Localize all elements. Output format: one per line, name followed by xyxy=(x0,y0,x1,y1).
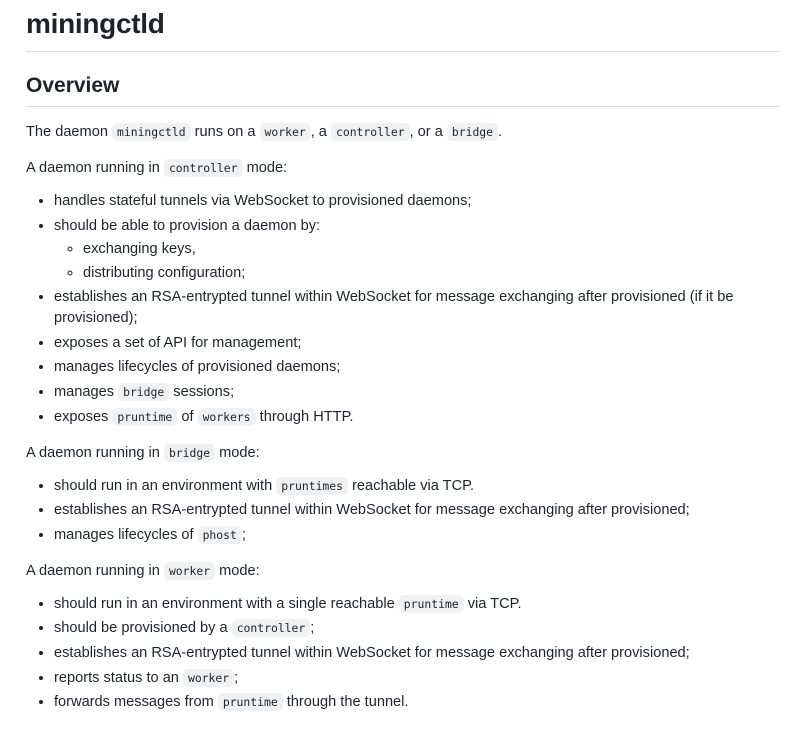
list-item xyxy=(54,692,780,713)
page-title: miningctld xyxy=(26,0,780,52)
list-item-text: through the tunnel. xyxy=(282,694,409,711)
list-item-text: ; xyxy=(234,669,239,686)
lead-text: A daemon running in xyxy=(26,160,164,176)
controller-lead xyxy=(26,157,780,179)
list-item-text: should be able to provision a daemon by: xyxy=(54,217,321,234)
inline-code: worker xyxy=(260,123,311,141)
list-item-text: exposes xyxy=(54,408,113,425)
lead-text: mode: xyxy=(215,444,260,461)
list-item xyxy=(54,525,780,546)
list-item: • exposes a set of API for management; xyxy=(54,333,780,354)
intro-text: , or a xyxy=(409,124,447,140)
list-item-text: should run in an environment with a single reachable xyxy=(54,595,399,612)
inline-code: bridge xyxy=(447,123,498,141)
list-item xyxy=(54,476,780,497)
list-item xyxy=(54,594,780,615)
intro-text: , a xyxy=(310,124,331,140)
inline-code: worker xyxy=(183,669,234,687)
intro-text: runs on a xyxy=(190,124,260,140)
lead-text: A daemon running in xyxy=(26,562,164,579)
inline-code: worker xyxy=(164,562,215,580)
list-item-text: should run in an environment with xyxy=(54,477,277,494)
bridge-list xyxy=(26,476,780,546)
bridge-lead xyxy=(26,442,780,464)
lead-text: A daemon running in xyxy=(26,444,164,461)
list-item xyxy=(54,216,780,284)
inline-code: bridge xyxy=(164,444,215,462)
inline-code: pruntime xyxy=(399,595,464,613)
list-item: • manages lifecycles of provisioned daemons; xyxy=(54,357,780,378)
intro-text: The daemon xyxy=(26,124,112,140)
lead-text: mode: xyxy=(242,160,288,176)
list-item-text: should be provisioned by a xyxy=(54,620,232,637)
list-item-text: of xyxy=(177,408,198,425)
inline-code: controller xyxy=(331,123,410,141)
list-item-text: reports status to an xyxy=(54,669,183,686)
intro-paragraph xyxy=(26,121,780,143)
worker-lead xyxy=(26,560,780,582)
list-item-text: through HTTP. xyxy=(255,408,354,425)
list-item xyxy=(54,618,780,639)
inline-code: controller xyxy=(164,159,243,177)
worker-list xyxy=(26,594,780,713)
list-item-text: via TCP. xyxy=(463,595,522,612)
list-item-text: ; xyxy=(241,526,246,543)
list-item-text: manages lifecycles of xyxy=(54,526,198,543)
sublist-item: ◦ exchanging keys, xyxy=(83,239,780,260)
list-item-text: manages xyxy=(54,383,119,400)
list-item xyxy=(54,668,780,689)
list-item xyxy=(54,407,780,428)
list-item-text: forwards messages from xyxy=(54,694,218,711)
list-item: • establishes an RSA-entrypted tunnel within WebSocket for message exchanging after provisioned; xyxy=(54,500,780,521)
list-item-text: sessions; xyxy=(169,383,235,400)
list-item: • establishes an RSA-entrypted tunnel within WebSocket for message exchanging after provisioned (if it be provisioned); xyxy=(54,287,780,329)
list-item-text: ; xyxy=(310,620,315,637)
inline-code: phost xyxy=(198,526,242,544)
inline-code: miningctld xyxy=(112,123,191,141)
inline-code: pruntime xyxy=(218,693,283,711)
list-item: • establishes an RSA-entrypted tunnel within WebSocket for message exchanging after provisioned; xyxy=(54,643,780,664)
list-item: • handles stateful tunnels via WebSocket to provisioned daemons; xyxy=(54,191,780,212)
controller-list xyxy=(26,191,780,428)
list-item xyxy=(54,382,780,403)
inline-code: pruntimes xyxy=(276,477,348,495)
overview-heading: Overview xyxy=(26,72,780,107)
inline-code: controller xyxy=(232,619,311,637)
lead-text: mode: xyxy=(215,562,260,579)
inline-code: pruntime xyxy=(112,408,177,426)
intro-text: . xyxy=(498,124,503,140)
inline-code: bridge xyxy=(118,383,169,401)
provision-sublist xyxy=(54,239,780,284)
list-item-text: reachable via TCP. xyxy=(348,477,475,494)
inline-code: workers xyxy=(198,408,256,426)
sublist-item: ◦ distributing configuration; xyxy=(83,263,780,284)
